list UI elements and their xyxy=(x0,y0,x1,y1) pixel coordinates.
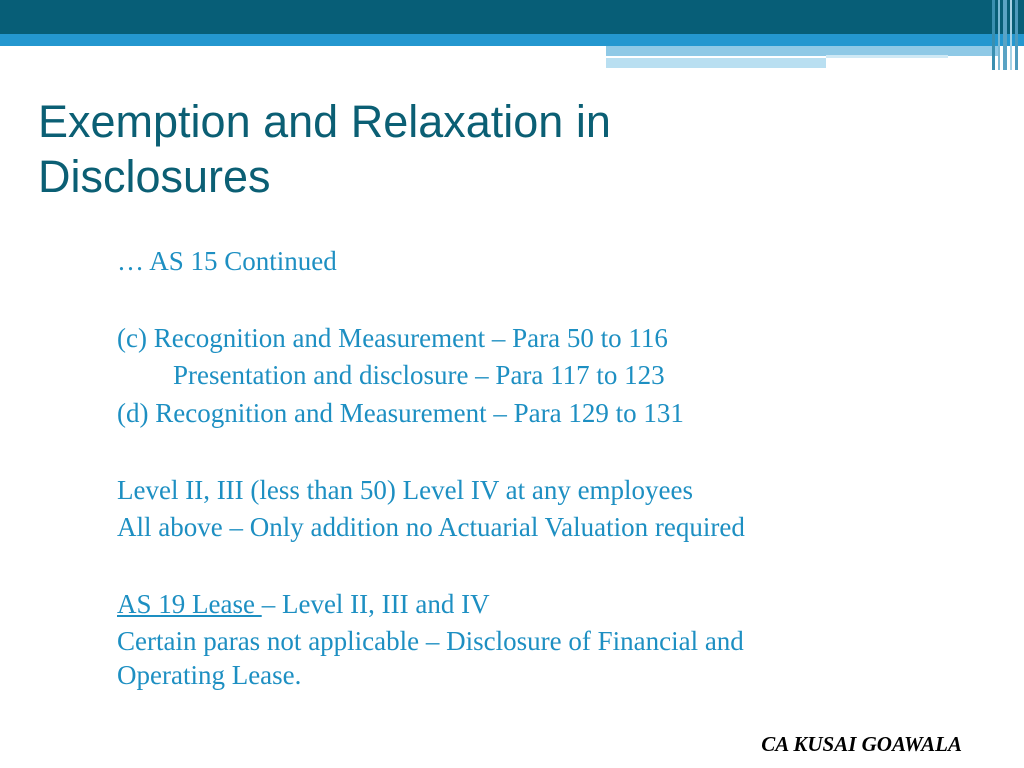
header-accent-line xyxy=(826,55,948,58)
slide-title-line-1: Exemption and Relaxation in xyxy=(38,96,611,147)
level-note: Level II, III (less than 50) Level IV at any employees xyxy=(117,475,694,505)
slide-title xyxy=(38,94,738,204)
certain-paras-line-1: Certain paras not applicable – Disclosure of Financial and xyxy=(117,626,744,656)
certain-paras-line-2: Operating Lease. xyxy=(117,660,302,690)
continued-note: … AS 15 Continued xyxy=(117,246,337,276)
slide-title-line-2: Disclosures xyxy=(38,151,271,202)
header-bar xyxy=(1003,0,1007,70)
list-item-c: (c) Recognition and Measurement – Para 50 to 116 xyxy=(117,323,668,353)
header-bar xyxy=(1015,0,1018,70)
header-accent-strip-lower xyxy=(606,58,826,68)
list-item-d: (d) Recognition and Measurement – Para 129 to 131 xyxy=(117,398,684,428)
as19-link[interactable]: AS 19 Lease xyxy=(117,589,262,619)
as19-levels: – Level II, III and IV xyxy=(261,589,490,619)
header-bar xyxy=(992,0,995,70)
list-item-c-sub: Presentation and disclosure – Para 117 to 123 xyxy=(173,360,665,390)
footer-author: CA KUSAI GOAWALA xyxy=(761,732,962,756)
all-above-note: All above – Only addition no Actuarial Valuation required xyxy=(117,512,745,542)
header-vertical-bars xyxy=(992,0,1024,70)
header-bar xyxy=(998,0,1000,70)
header-bar xyxy=(1010,0,1012,70)
as19-line xyxy=(117,586,490,622)
header-band-dark xyxy=(0,0,1024,34)
header-band-light xyxy=(0,34,1024,46)
